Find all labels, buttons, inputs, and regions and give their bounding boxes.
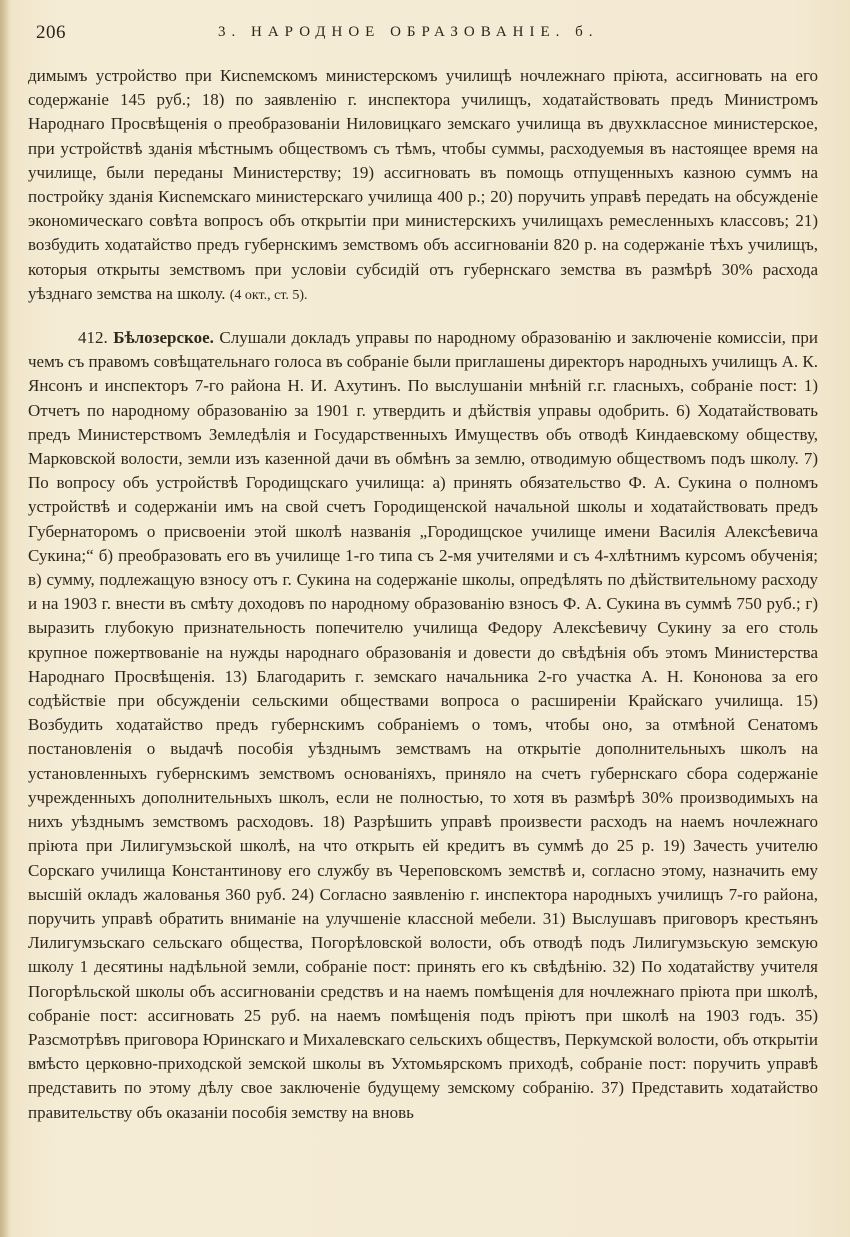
item-heading: Бѣлозерское. [113,328,214,348]
paragraph-2-text: Слушали докладъ управы по народному образованію и заключеніе комиссіи, при чемъ съ правомъ совѣщательнаго голоса въ собраніе были приглашены директоръ народныхъ училищъ А. К. Янсонъ и инспекторъ 7-го района Н. И. Ахутинъ. По выслушаніи мнѣній г.г. гласныхъ, собраніе пост: 1) Отчетъ по народному образованію за 1901 г. утвердить и дѣйствія управы одобрить. 6) Ходатайствовать предъ Министерствомъ Земледѣлія и Государственныхъ Имуществъ объ отводѣ Киндаевскому обществу, Марковской волости, земли изъ казенной дачи въ обмѣнъ за землю, отводимую обществомъ подъ школу. 7) По вопросу объ устройствѣ Городищскаго училища: а) принять обязательство Ф. А. Сукина о полномъ устройствѣ и содержаніи имъ на свой счетъ Городищенской начальной школы и ходатайствовать предъ Губернаторомъ о присвоеніи этой школѣ названія „Городищское училище имени Василія Алексѣевича Сукина;“ б) преобразовать его въ училище 1-го типа съ 2-мя учителями и съ 4-хлѣтнимъ курсомъ обученія; в) сумму, подлежащую взносу отъ г. Сукина на содержаніе школы, опредѣлять по дѣйствительному расходу и на 1903 г. внести въ смѣту доходовъ по народному образованію взносъ Ф. А. Сукина въ суммѣ 750 руб.; г) выразить глубокую признательность попечителю училища Федору Алексѣевичу Сукину за его столь крупное пожертвованіе на нужды народнаго образованія и довести до свѣдѣнія объ этомъ Министерства Народнаго Просвѣщенія. 13) Благодарить г. земскаго начальника 2-го участка А. Н. Кононова за его содѣйствіе при обсужденіи сельскими обществами вопроса о расширеніи Крайскаго училища. 15) Возбудить ходатайство предъ губернскимъ собраніемъ о томъ, чтобы оно, за отмѣной Сенатомъ постановленія о выдачѣ пособія уѣзднымъ земствамъ на открытіе дополнительныхъ школъ на установленныхъ губернскимъ земствомъ основаніяхъ, приняло на счетъ губернскаго сбора содержаніе учрежденныхъ дополнительныхъ школъ, если не полностью, то хотя въ размѣрѣ 30% производимыхъ на нихъ уѣзднымъ земствомъ расходовъ. 18) Разрѣшить управѣ произвести расходъ на наемъ ночлежнаго пріюта при Лилигумзьской школѣ, на что открыть ей кредитъ въ суммѣ до 25 р. 19) Зачесть учителю Сорскаго училища Константинову его службу въ Череповскомъ земствѣ и, согласно этому, назначить ему высшій окладъ жалованья 360 руб. 24) Согласно заявленію г. инспектора народныхъ училищъ 7-го района, поручить управѣ обратить вниманіе на улучшеніе классной мебели. 31) Выслушавъ приговоръ крестьянъ Лилигумзьскаго сельскаго общества, Погорѣловской волости, объ отводѣ подъ Лилигумзьскую земскую школу 1 десятины надѣльной земли, собраніе пост: принять его къ свѣдѣнію. 32) По ходатайству учителя Погорѣльской школы объ ассигнованіи средствъ и на наемъ помѣщенія для ночлежнаго пріюта при школѣ, собраніе пост: ассигновать 25 руб. на наемъ помѣщенія подъ пріютъ при школѣ на 1903 годъ. 35) Разсмотрѣвъ приговора Юринскаго и Михалевскаго сельскихъ обществъ, Перкумской волости, объ открытіи вмѣсто церковно-приходской земской школы въ Ухтомьярскомъ приходѣ, собраніе пост: поручить управѣ представить по этому дѣлу свое заключеніе будущему земскому собранію. 37) Представить ходатайство правительству объ оказаніи пособія земству на вновь [28,328,819,1122]
paragraph-1-text: димымъ устройство при Кисnемскомъ министерскомъ училищѣ ночлежнаго пріюта, ассигновать на его содержаніе 145 руб.; 18) по заявленію г. инспектора училищъ, ходатайствовать предъ Министромъ Народнаго Просвѣщенія о преобразованіи Ниловицкаго земскаго училища въ двухклассное министерское, при устройствѣ зданія мѣстнымъ обществомъ съ тѣмъ, чтобы суммы, расходуемыя въ настоящее время на училище, были переданы Министерству; 19) ассигновать въ помощь отпущенныхъ казною суммъ на постройку зданія Кисnемскаго министерскаго училища 400 р.; 20) поручить управѣ передать на обсужденіе экономическаго совѣта вопросъ объ открытіи при министерскихъ училищахъ ремесленныхъ классовъ; 21) возбудить ходатайство предъ губернскимъ земствомъ объ ассигнованіи 820 р. на содержаніе тѣхъ училищъ, которыя открыты земствомъ при условіи субсидій отъ губернскаго земства въ размѣрѣ 30% расхода уѣзднаго земства на школу. [28,66,818,303]
paragraph-gap [28,308,818,326]
running-title: 3. НАРОДНОЕ ОБРАЗОВАНІЕ. б. [218,24,599,40]
paragraph-continued [28,64,818,308]
page-binding-shadow [0,0,10,1237]
page-header [28,0,818,58]
paragraph-412 [28,326,818,1125]
paragraph-1-citation: (4 окт., ст. 5). [229,287,308,303]
page-number: 206 [36,22,66,43]
item-number: 412. [78,328,108,348]
